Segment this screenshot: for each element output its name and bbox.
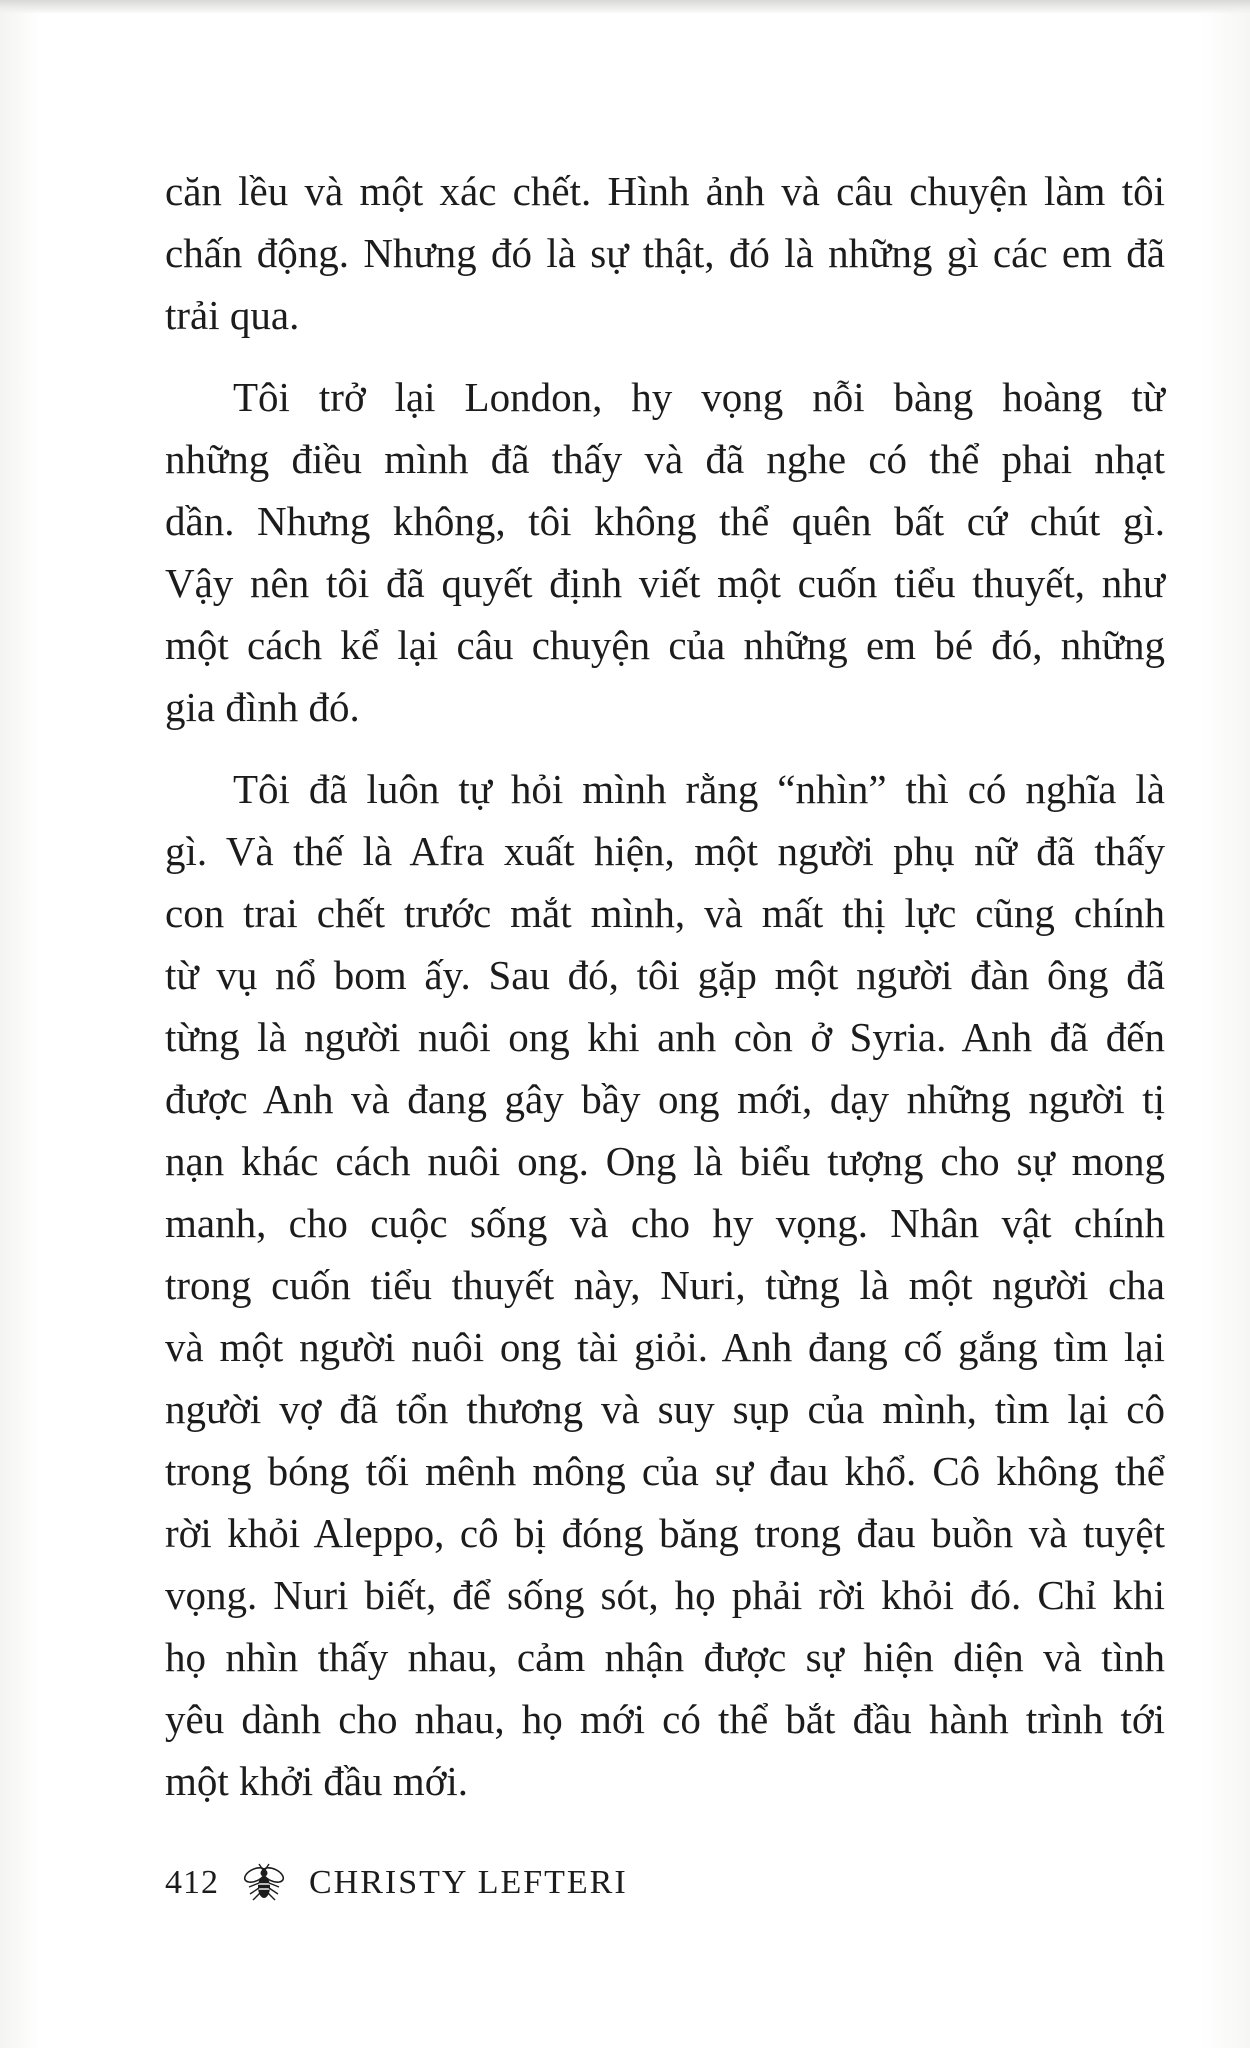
text-line: rời khỏi Aleppo, cô bị đóng băng trong đau buồn và tuyệt xyxy=(165,1510,1165,1556)
text-line: gì. Và thế là Afra xuất hiện, một người phụ nữ đã thấy xyxy=(165,828,1165,874)
text-line: Vậy nên tôi đã quyết định viết một cuốn tiểu thuyết, như xyxy=(165,560,1165,606)
text-line: được Anh và đang gây bầy ong mới, dạy những người tị xyxy=(165,1076,1165,1122)
page-top-edge xyxy=(0,0,1250,14)
page-number: 412 xyxy=(165,1864,219,1901)
paragraph-1 xyxy=(165,160,1165,346)
text-line: một khởi đầu mới. xyxy=(165,1758,469,1804)
text-line: con trai chết trước mắt mình, và mất thị lực cũng chính xyxy=(165,890,1165,936)
text-line: gia đình đó. xyxy=(165,684,360,730)
text-line: chấn động. Nhưng đó là sự thật, đó là những gì các em đã xyxy=(165,230,1165,276)
text-line: Tôi trở lại London, hy vọng nỗi bàng hoàng từ xyxy=(233,374,1165,420)
page-footer xyxy=(165,1858,628,1908)
body-text xyxy=(165,160,1165,1832)
text-line: Tôi đã luôn tự hỏi mình rằng “nhìn” thì có nghĩa là xyxy=(233,766,1165,812)
bee-icon xyxy=(241,1863,287,1903)
author-name: CHRISTY LEFTERI xyxy=(309,1864,628,1901)
text-line: căn lều và một xác chết. Hình ảnh và câu chuyện làm tôi xyxy=(165,168,1165,214)
text-line: từng là người nuôi ong khi anh còn ở Syria. Anh đã đến xyxy=(165,1014,1165,1060)
text-line: trong bóng tối mênh mông của sự đau khổ. Cô không thể xyxy=(165,1448,1165,1494)
paragraph-3 xyxy=(165,758,1165,1812)
text-line: những điều mình đã thấy và đã nghe có thể phai nhạt xyxy=(165,436,1165,482)
text-line: người vợ đã tổn thương và suy sụp của mình, tìm lại cô xyxy=(165,1386,1165,1432)
text-line: và một người nuôi ong tài giỏi. Anh đang cố gắng tìm lại xyxy=(165,1324,1165,1370)
text-line: trải qua. xyxy=(165,292,300,338)
text-line: từ vụ nổ bom ấy. Sau đó, tôi gặp một người đàn ông đã xyxy=(165,952,1165,998)
text-line: dần. Nhưng không, tôi không thể quên bất cứ chút gì. xyxy=(165,498,1165,544)
text-line: vọng. Nuri biết, để sống sót, họ phải rời khỏi đó. Chỉ khi xyxy=(165,1572,1165,1618)
text-line: yêu dành cho nhau, họ mới có thể bắt đầu hành trình tới xyxy=(165,1696,1165,1742)
text-line: trong cuốn tiểu thuyết này, Nuri, từng là một người cha xyxy=(165,1262,1165,1308)
text-line: nạn khác cách nuôi ong. Ong là biểu tượng cho sự mong xyxy=(165,1138,1165,1184)
text-line: manh, cho cuộc sống và cho hy vọng. Nhân vật chính xyxy=(165,1200,1165,1246)
paragraph-2 xyxy=(165,366,1165,738)
text-line: một cách kể lại câu chuyện của những em bé đó, những xyxy=(165,622,1165,668)
text-line: họ nhìn thấy nhau, cảm nhận được sự hiện diện và tình xyxy=(165,1634,1165,1680)
